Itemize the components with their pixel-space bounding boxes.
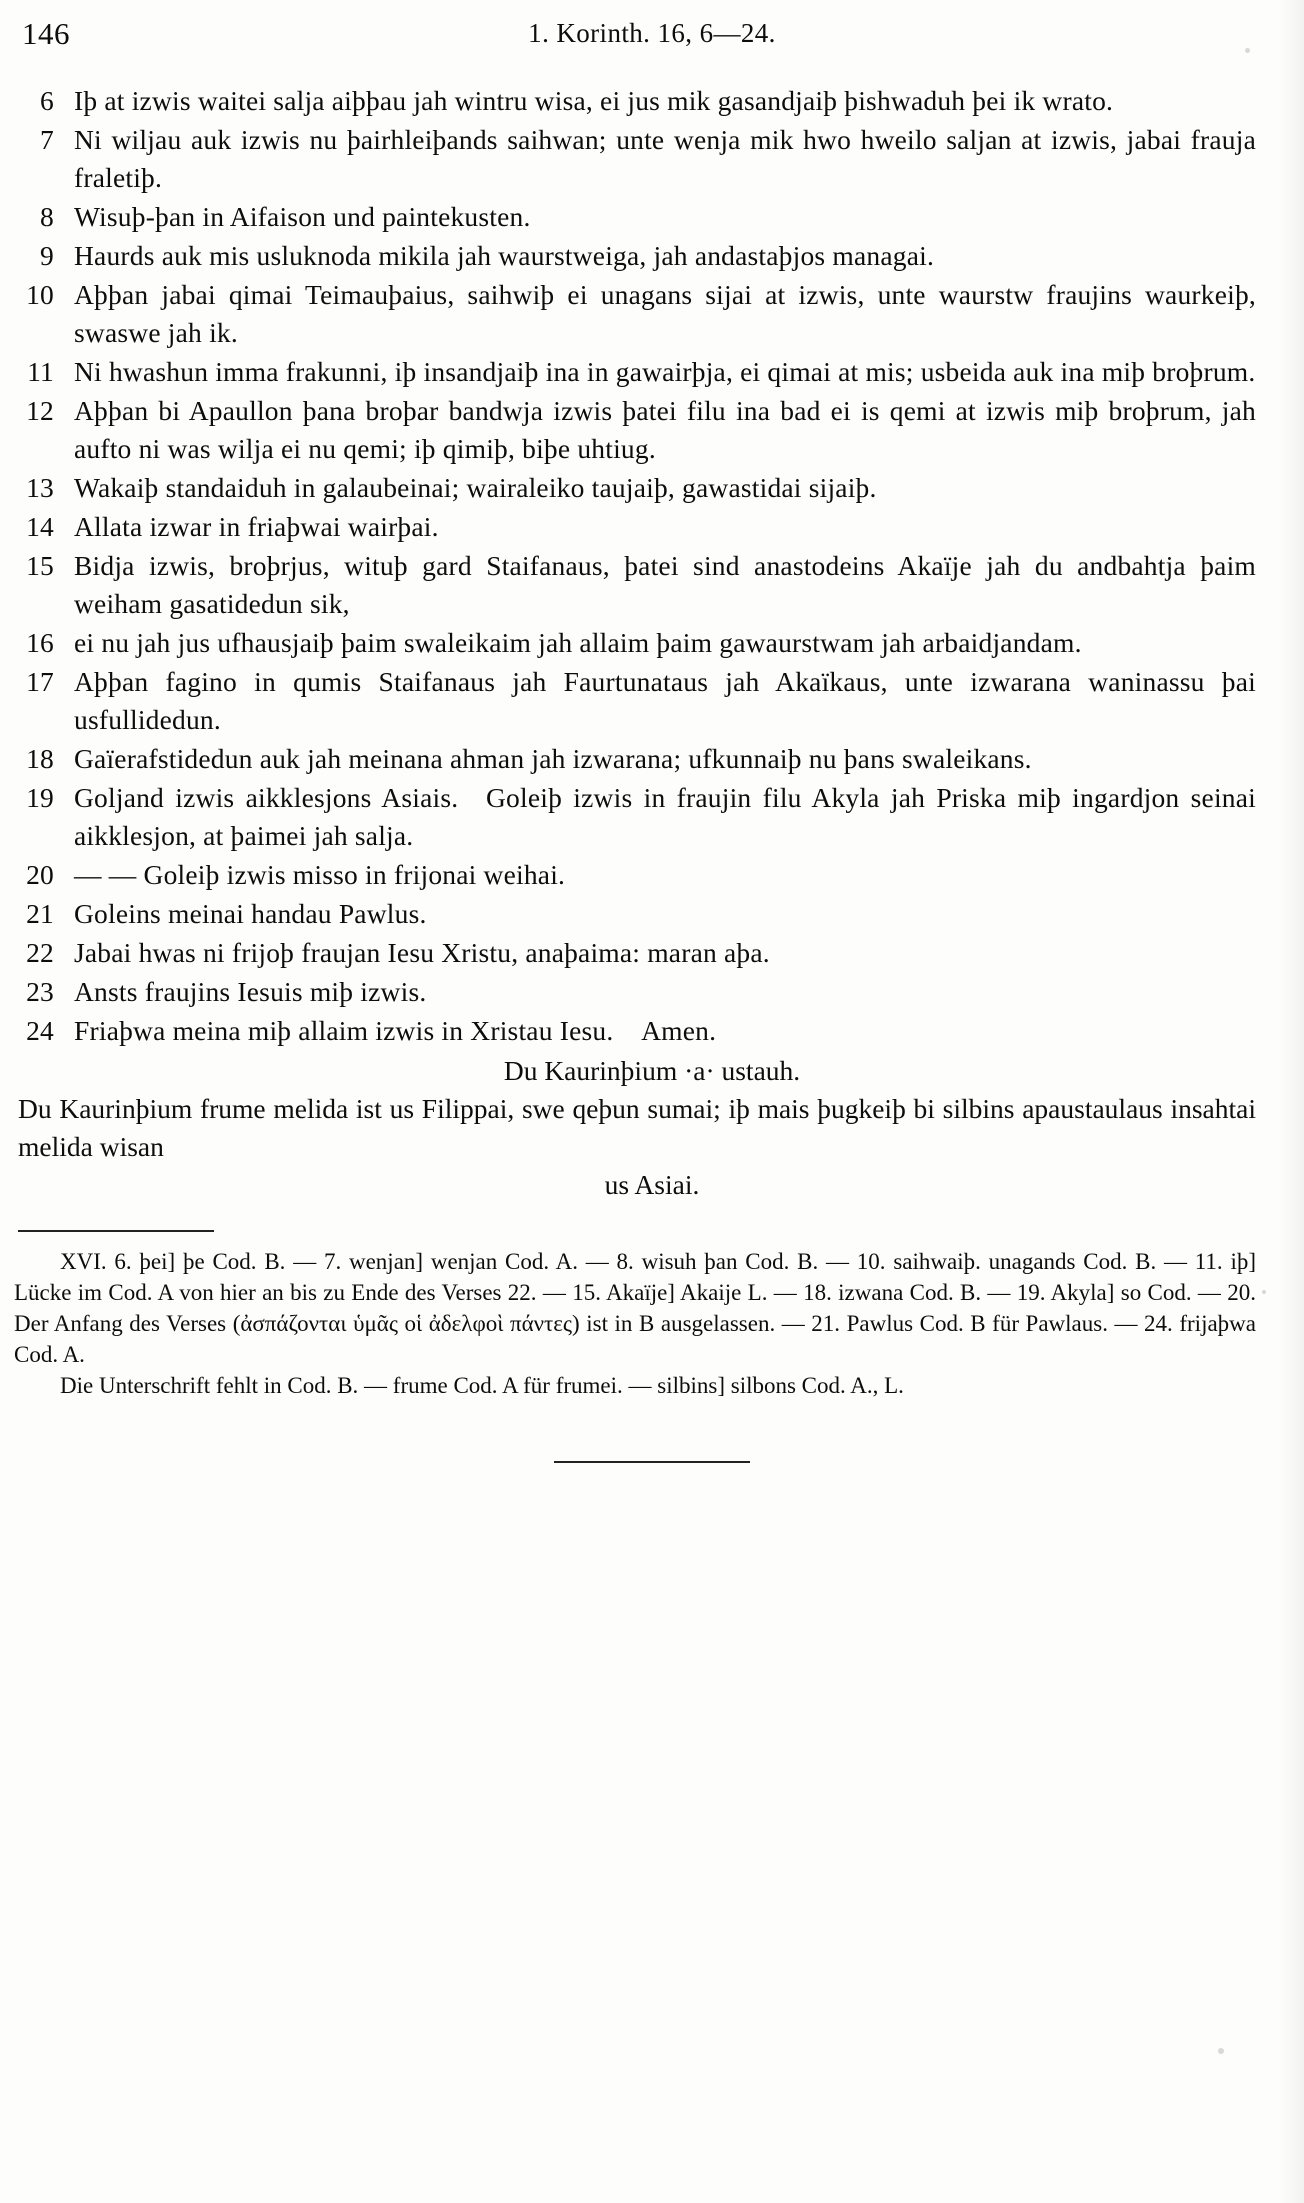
- verse-row: [0, 895, 1304, 933]
- verse-text: Iþ at izwis waitei salja aiþþau jah wintru wisa, ei jus mik gasandjaiþ þishwaduh þei ik wrato.: [74, 85, 1114, 116]
- verse-list: [0, 82, 1304, 1050]
- scan-speck: [1218, 2048, 1224, 2054]
- verse-text: Ni hwashun imma frakunni, iþ insandjaiþ ina in gawairþja, ei qimai at mis; usbeida auk ina miþ broþrum.: [74, 356, 1256, 387]
- verse-text: Jabai hwas ni frijoþ fraujan Iesu Xristu, anaþaima: maran aþa.: [74, 937, 770, 968]
- verse-row: [0, 121, 1304, 197]
- verse-number: 7: [40, 124, 54, 155]
- verse-row: [0, 663, 1304, 739]
- verse-number: 6: [40, 85, 54, 116]
- verse-number: 16: [26, 627, 54, 658]
- verse-number: 13: [26, 472, 54, 503]
- verse-row: [0, 856, 1304, 894]
- verse-number: 15: [26, 550, 54, 581]
- verse-number: 17: [26, 666, 54, 697]
- verse-row: [0, 237, 1304, 275]
- verse-text: — — Goleiþ izwis misso in frijonai weihai.: [74, 859, 566, 890]
- verse-row: [0, 740, 1304, 778]
- verse-number: 23: [26, 976, 54, 1007]
- verse-row: [0, 624, 1304, 662]
- verse-text: Goleins meinai handau Pawlus.: [74, 898, 427, 929]
- verse-number: 14: [26, 511, 54, 542]
- verse-number: 9: [40, 240, 54, 271]
- subscription-heading: Du Kaurinþium ·a· ustauh.: [503, 1055, 801, 1086]
- subscription-last-line: us Asiai.: [604, 1169, 700, 1200]
- verse-text: Aþþan bi Apaullon þana broþar bandwja izwis þatei filu ina bad ei is qemi at izwis miþ broþrum, jah aufto ni was wilja ei nu qemi; iþ qimiþ, biþe uhtiug.: [74, 395, 1256, 464]
- verse-text: Wisuþ-þan in Aifaison und paintekusten.: [74, 201, 531, 232]
- verse-text: Goljand izwis aikklesjons Asiais. Goleiþ izwis in fraujin filu Akyla jah Priska miþ ingardjon seinai aikklesjon, at þaimei jah salja.: [74, 782, 1256, 851]
- verse-row: [0, 276, 1304, 352]
- verse-number: 12: [26, 395, 54, 426]
- verse-row: [0, 973, 1304, 1011]
- verse-row: [0, 508, 1304, 546]
- verse-row: [0, 198, 1304, 236]
- verse-text: Friaþwa meina miþ allaim izwis in Xristau Iesu. Amen.: [74, 1015, 717, 1046]
- verse-text: Allata izwar in friaþwai wairþai.: [74, 511, 439, 542]
- verse-row: [0, 469, 1304, 507]
- verse-text: Aþþan jabai qimai Teimauþaius, saihwiþ ei unagans sijai at izwis, unte waurstw fraujins waurkeiþ, swaswe jah ik.: [74, 279, 1256, 348]
- verse-number: 20: [26, 859, 54, 890]
- verse-number: 11: [27, 356, 54, 387]
- verse-row: [0, 1012, 1304, 1050]
- verse-text: Aþþan fagino in qumis Staifanaus jah Faurtunataus jah Akaïkaus, unte izwarana waninassu þai usfullidedun.: [74, 666, 1256, 735]
- verse-number: 10: [26, 279, 54, 310]
- verse-text: ei nu jah jus ufhausjaiþ þaim swaleikaim jah allaim þaim gawaurstwam jah arbaidjandam.: [74, 627, 1082, 658]
- verse-row: [0, 353, 1304, 391]
- verse-text: Ansts fraujins Iesuis miþ izwis.: [74, 976, 427, 1007]
- verse-text: Gaïerafstidedun auk jah meinana ahman jah izwarana; ufkunnaiþ nu þans swaleikans.: [74, 743, 1032, 774]
- verse-text: Bidja izwis, broþrjus, wituþ gard Staifanaus, þatei sind anastodeins Akaïje jah du andbahtja þaim weiham gasatidedun sik,: [74, 550, 1256, 619]
- apparatus-paragraph: Die Unterschrift fehlt in Cod. B. — frume Cod. A für frumei. — silbins] silbons Cod. A., L.: [60, 1373, 904, 1398]
- verse-number: 19: [26, 782, 54, 813]
- subscription-body: Du Kaurinþium frume melida ist us Filippai, swe qeþun sumai; iþ mais þugkeiþ bi silbins apaustaulaus insahtai melida wisan: [18, 1093, 1256, 1162]
- verse-number: 24: [26, 1015, 54, 1046]
- page-number: 146: [22, 16, 70, 51]
- verse-row: [0, 779, 1304, 855]
- verse-number: 22: [26, 937, 54, 968]
- verse-row: [0, 547, 1304, 623]
- verse-number: 21: [26, 898, 54, 929]
- apparatus-divider-rule: [18, 1230, 214, 1232]
- running-head: [0, 16, 1304, 74]
- verse-row: [0, 934, 1304, 972]
- running-title: 1. Korinth. 16, 6—24.: [528, 18, 776, 48]
- verse-text: Ni wiljau auk izwis nu þairhleiþands saihwan; unte wenja mik hwo hweilo saljan at izwis, jabai frauja fraletiþ.: [74, 124, 1256, 193]
- verse-row: [0, 392, 1304, 468]
- critical-apparatus: [0, 1246, 1304, 1401]
- verse-number: 18: [26, 743, 54, 774]
- scan-speck: [1262, 1290, 1266, 1294]
- verse-row: [0, 82, 1304, 120]
- apparatus-paragraph: XVI. 6. þei] þe Cod. B. — 7. wenjan] wenjan Cod. A. — 8. wisuh þan Cod. B. — 10. saihwaiþ. unagands Cod. B. — 11. iþ] Lücke im Cod. A von hier an bis zu Ende des Verses 22. — 15. Akaïje] Akaije L. — 18. izwana Cod. B. — 19. Akyla] so Cod. — 20. Der Anfang des Verses (ἀσπάζονται ὑμᾶς οἱ ἀδελφοὶ πάντες) ist in B ausgelassen. — 21. Pawlus Cod. B für Pawlaus. — 24. frijaþwa Cod. A.: [14, 1249, 1256, 1367]
- verse-number: 8: [40, 201, 54, 232]
- verse-text: Haurds auk mis usluknoda mikila jah waurstweiga, jah andastaþjos managai.: [74, 240, 935, 271]
- scan-speck: [1245, 48, 1250, 53]
- verse-text: Wakaiþ standaiduh in galaubeinai; wairaleiko taujaiþ, gawastidai sijaiþ.: [74, 472, 877, 503]
- footer-rule: [554, 1461, 750, 1463]
